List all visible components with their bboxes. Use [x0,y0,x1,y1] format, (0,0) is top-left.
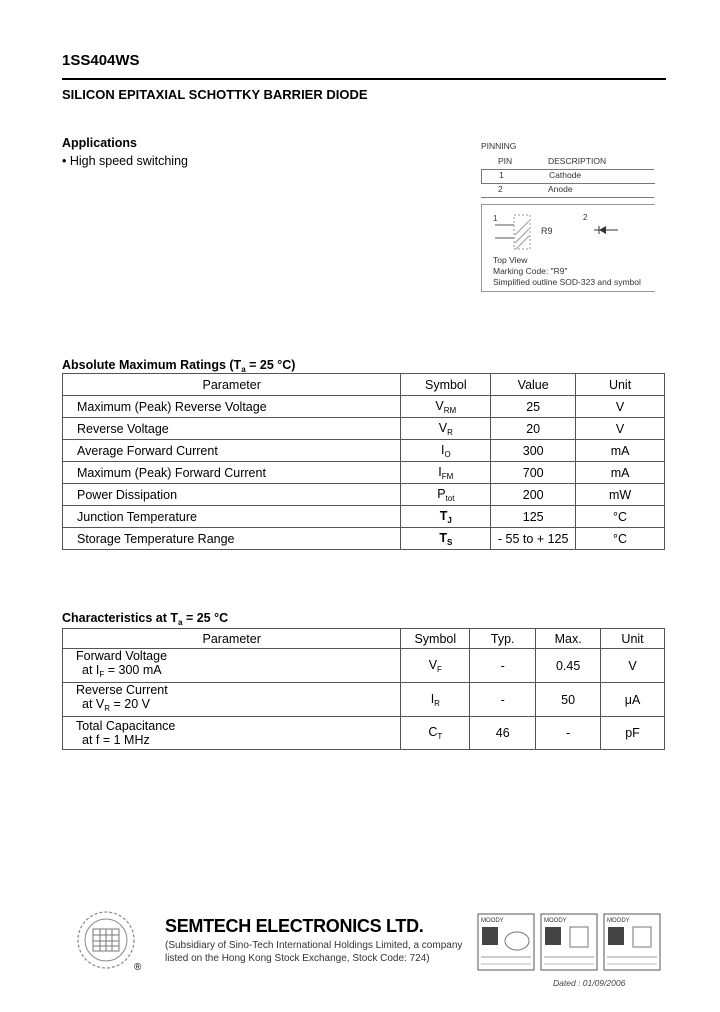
table-row [63,484,665,506]
svg-text:MOODY: MOODY [544,918,567,924]
symbol: $T_S$ [401,528,491,550]
iso-certificate-badge-icon [477,913,535,971]
pinning-row [481,184,654,198]
characteristics-table [62,628,665,750]
table-header-row [63,629,665,649]
symbol: $I_{FM}$ [401,462,491,484]
header-rule [62,78,666,80]
value: 700 [491,462,576,484]
max: - [536,717,601,750]
table-row [63,717,665,750]
diagram-pin2-label: 2 [583,213,588,222]
table-row [63,440,665,462]
unit: V [576,396,665,418]
unit: V [576,418,665,440]
symbol: $V_R$ [401,418,491,440]
pinning-header [481,156,654,170]
pinning-header-desc: DESCRIPTION [548,156,607,166]
diode-symbol-icon [599,226,606,234]
unit: mW [576,484,665,506]
company-subsidiary-line: (Subsidiary of Sino-Tech International Holdings Limited, a company [165,940,463,951]
pinning-title: PINNING [481,141,517,151]
table-row [63,396,665,418]
col-symbol: Symbol [401,374,491,396]
svg-text:MOODY: MOODY [481,918,504,924]
abs-max-table [62,373,665,550]
iso-certificate-badge-icon [603,913,661,971]
characteristics-title: Characteristics at $T_a = 25$ °C [62,611,229,627]
value: - 55 to + 125 [491,528,576,550]
diagram-marking: R9 [541,226,553,236]
typ: - [470,649,536,683]
param-name: Total Capacitance [76,719,176,733]
applications-heading: Applications [62,136,138,150]
iso-certificate-badge-icon [540,913,598,971]
part-number: 1SS404WS [62,52,140,69]
param: Junction Temperature [63,506,401,528]
param [63,649,401,683]
company-listing-line: listed on the Hong Kong Stock Exchange, Stock Code: 724) [165,953,430,964]
symbol: $P_{tot}$ [401,484,491,506]
value: 25 [491,396,576,418]
col-max: Max. [536,629,601,649]
unit: mA [576,462,665,484]
pinning-header-pin: PIN [498,156,513,166]
symbol: $C_T$ [401,717,470,750]
max: 0.45 [536,649,601,683]
unit: mA [576,440,665,462]
pinning-desc: Cathode [549,170,582,180]
col-value: Value [491,374,576,396]
table-row [63,649,665,683]
document-date: Dated : 01/09/2006 [553,978,626,988]
symbol: $V_{RM}$ [401,396,491,418]
param-condition: at f = 1 MHz [82,733,150,747]
col-parameter: Parameter [63,629,401,649]
diagram-caption-view: Top View [493,255,528,265]
param-condition: at $I_F = 300$ mA [82,663,162,679]
diagram-caption-marking: Marking Code: "R9" [493,266,568,276]
symbol: $I_O$ [401,440,491,462]
unit: °C [576,506,665,528]
typ: 46 [470,717,536,750]
unit: V [601,649,665,683]
table-row [63,506,665,528]
col-unit: Unit [601,629,665,649]
diagram-pin1-label: 1 [493,214,498,223]
pinning-row [481,170,655,184]
pinning-pin: 1 [499,170,504,180]
document-subtitle: SILICON EPITAXIAL SCHOTTKY BARRIER DIODE [62,87,368,102]
svg-text:MOODY: MOODY [607,918,630,924]
param-name: Forward Voltage [76,649,168,663]
param-name: Reverse Current [76,683,168,697]
symbol: $T_J$ [401,506,491,528]
pinning-pin: 2 [498,184,503,194]
table-row [63,683,665,717]
param: Reverse Voltage [63,418,401,440]
typ: - [470,683,536,717]
param: Storage Temperature Range [63,528,401,550]
diagram-caption-outline: Simplified outline SOD-323 and symbol [493,277,641,287]
max: 50 [536,683,601,717]
col-unit: Unit [576,374,665,396]
param [63,717,401,750]
symbol: $I_R$ [401,683,470,717]
pinning-desc: Anode [548,184,573,194]
table-row [63,418,665,440]
param: Maximum (Peak) Reverse Voltage [63,396,401,418]
applications-item: • High speed switching [62,154,188,168]
unit: μA [601,683,665,717]
table-row [63,528,665,550]
table-row [63,462,665,484]
col-parameter: Parameter [63,374,401,396]
param [63,683,401,717]
col-symbol: Symbol [401,629,470,649]
value: 125 [491,506,576,528]
table-header-row [63,374,665,396]
abs-max-title: Absolute Maximum Ratings ($T_a = 25$ °C) [62,358,296,374]
value: 200 [491,484,576,506]
unit: pF [601,717,665,750]
registered-mark: ® [134,962,142,973]
param-condition: at $V_R = 20$ V [82,697,150,713]
col-typ: Typ. [470,629,536,649]
company-name: SEMTECH ELECTRONICS LTD. [165,916,424,936]
symbol: $V_F$ [401,649,470,683]
semtech-logo-icon [76,910,136,970]
param: Maximum (Peak) Forward Current [63,462,401,484]
value: 300 [491,440,576,462]
unit: °C [576,528,665,550]
value: 20 [491,418,576,440]
param: Average Forward Current [63,440,401,462]
param: Power Dissipation [63,484,401,506]
